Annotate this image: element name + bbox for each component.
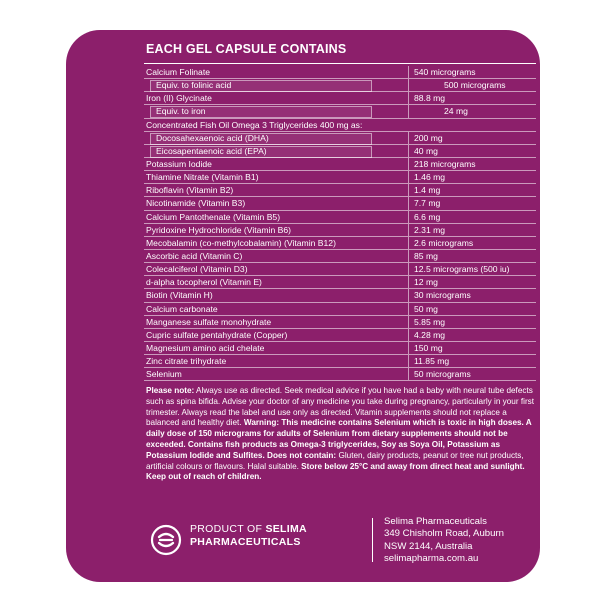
heading-divider <box>144 63 536 64</box>
ingredient-row <box>144 105 536 118</box>
address-line: 349 Chisholm Road, Auburn <box>384 528 504 540</box>
ingredient-amount: 150 mg <box>414 342 443 353</box>
ingredient-row <box>144 66 536 79</box>
column-divider <box>408 316 409 328</box>
ingredient-amount: 50 mg <box>414 303 438 314</box>
ingredient-amount: 85 mg <box>414 250 438 261</box>
ingredient-amount: 5.85 mg <box>414 316 446 327</box>
ingredient-row <box>144 250 536 263</box>
ingredient-name: Iron (II) Glycinate <box>146 93 212 104</box>
ingredient-row <box>144 145 536 158</box>
ingredients-heading: EACH GEL CAPSULE CONTAINS <box>146 42 347 56</box>
column-divider <box>408 224 409 236</box>
ingredient-name: Biotin (Vitamin H) <box>146 290 213 301</box>
product-label-panel <box>66 30 540 582</box>
footer-divider <box>372 518 373 562</box>
ingredient-amount: 50 micrograms <box>414 369 471 380</box>
ingredient-amount: 6.6 mg <box>414 211 441 222</box>
ingredient-amount: 30 micrograms <box>414 290 471 301</box>
does-not-contain-label: Does not contain: <box>264 450 337 460</box>
ingredient-amount: 88.8 mg <box>414 93 446 104</box>
storage-text: Store below 25°C and away from direct heat and sunlight. Keep out of reach of children. <box>146 461 525 482</box>
column-divider <box>408 158 409 170</box>
company-address <box>384 516 504 565</box>
ingredient-row <box>144 224 536 237</box>
ingredient-name: Nicotinamide (Vitamin B3) <box>146 198 246 209</box>
ingredient-row <box>144 342 536 355</box>
column-divider <box>408 237 409 249</box>
column-divider <box>408 79 409 91</box>
column-divider <box>408 171 409 183</box>
label-footer <box>144 512 544 572</box>
column-divider <box>408 355 409 367</box>
ingredient-row <box>144 211 536 224</box>
ingredient-name: Cupric sulfate pentahydrate (Copper) <box>146 329 288 340</box>
ingredient-name: Pyridoxine Hydrochloride (Vitamin B6) <box>146 224 292 235</box>
ingredient-name: Mecobalamin (co-methylcobalamin) (Vitamin B12) <box>146 237 336 248</box>
ingredient-amount: 540 micrograms <box>414 67 476 77</box>
ingredient-amount: 11.85 mg <box>414 356 450 367</box>
ingredient-row <box>144 132 536 145</box>
ingredient-amount: 12.5 micrograms (500 iu) <box>414 264 510 275</box>
ingredients-table <box>144 66 536 381</box>
ingredient-row <box>144 237 536 250</box>
column-divider <box>408 368 409 380</box>
column-divider <box>408 92 409 104</box>
column-divider <box>408 303 409 315</box>
ingredient-amount: 1.46 mg <box>414 172 446 183</box>
column-divider <box>408 211 409 223</box>
ingredient-amount: 500 micrograms <box>444 80 506 91</box>
ingredient-name: Potassium Iodide <box>146 158 212 169</box>
ingredient-name: Calcium Folinate <box>146 67 210 77</box>
ingredient-name: Docosahexaenoic acid (DHA) <box>156 132 269 143</box>
ingredient-name: Calcium carbonate <box>146 303 218 314</box>
ingredient-row <box>144 316 536 329</box>
ingredient-amount: 2.31 mg <box>414 224 446 235</box>
selima-logo-icon <box>146 520 186 560</box>
ingredient-name: Magnesium amino acid chelate <box>146 342 265 353</box>
ingredient-name: Riboflavin (Vitamin B2) <box>146 185 234 196</box>
ingredient-name: Equiv. to iron <box>156 106 206 117</box>
column-divider <box>408 329 409 341</box>
ingredient-amount: 40 mg <box>414 145 438 156</box>
product-of-text: PRODUCT OF <box>190 523 266 535</box>
ingredient-amount: 1.4 mg <box>414 185 441 196</box>
column-divider <box>408 145 409 157</box>
column-divider <box>408 276 409 288</box>
ingredient-name: Manganese sulfate monohydrate <box>146 316 272 327</box>
ingredient-row <box>144 197 536 210</box>
ingredient-row <box>144 158 536 171</box>
ingredient-name: Selenium <box>146 369 182 380</box>
does-not-contain-text: Gluten, dairy products, peanut or tree nut products, artificial colours or flavours. Halal suitable. <box>146 450 524 471</box>
ingredient-row <box>144 368 536 381</box>
ingredient-name: Concentrated Fish Oil Omega 3 Triglycerides 400 mg as: <box>146 119 363 130</box>
ingredient-amount: 12 mg <box>414 277 438 288</box>
website-link[interactable]: selimapharma.com.au <box>384 552 479 564</box>
ingredient-row <box>144 184 536 197</box>
ingredient-row <box>144 92 536 105</box>
ingredient-row <box>144 289 536 302</box>
brand-name-second: PHARMACEUTICALS <box>190 535 301 548</box>
column-divider <box>408 66 409 78</box>
column-divider <box>408 197 409 209</box>
ingredient-row <box>144 119 536 132</box>
ingredient-name: Eicosapentaenoic acid (EPA) <box>156 145 267 156</box>
please-note-text: Always use as directed. Seek medical advice if you have had a baby with neural tube defects such as spina bifida. Advise your doctor of any medicine you take during pregnancy, particularly in your first trimester. Always read the label and use only as directed. Vitamin supplements should not replace a balanced and healthy diet. <box>146 386 535 428</box>
warning-text: Warning: This medicine contains Selenium which is toxic in high doses. A daily dose of 150 micrograms for adults of Selenium from dietary supplements should not be exceeded. Contains fish products as Omega-3 triglycerides, Soy as Soya Oil, Potassium as Potassium Iodide and Sulfites. <box>146 418 532 460</box>
ingredient-name: Ascorbic acid (Vitamin C) <box>146 250 243 261</box>
ingredient-name: Thiamine Nitrate (Vitamin B1) <box>146 172 259 183</box>
address-line: NSW 2144, Australia <box>384 540 473 552</box>
column-divider <box>408 250 409 262</box>
address-line: Selima Pharmaceuticals <box>384 516 487 527</box>
ingredient-row <box>144 355 536 368</box>
column-divider <box>408 184 409 196</box>
ingredient-amount: 7.7 mg <box>414 198 441 209</box>
ingredient-row <box>144 303 536 316</box>
ingredient-row <box>144 79 536 92</box>
ingredient-row <box>144 329 536 342</box>
ingredient-name: Colecalciferol (Vitamin D3) <box>146 264 248 275</box>
column-divider <box>408 263 409 275</box>
ingredient-amount: 200 mg <box>414 132 443 143</box>
ingredient-row <box>144 276 536 289</box>
ingredient-row <box>144 263 536 276</box>
brand-name-first: SELIMA <box>265 523 307 535</box>
ingredient-name: d-alpha tocopherol (Vitamin E) <box>146 277 262 288</box>
ingredient-amount: 4.28 mg <box>414 329 446 340</box>
label-notes <box>146 386 536 483</box>
ingredient-name: Zinc citrate trihydrate <box>146 356 227 367</box>
column-divider <box>408 289 409 301</box>
please-note-label: Please note: <box>146 386 195 395</box>
column-divider <box>408 105 409 117</box>
ingredient-name: Calcium Pantothenate (Vitamin B5) <box>146 211 281 222</box>
ingredient-amount: 24 mg <box>444 106 468 117</box>
brand-text <box>190 523 307 548</box>
column-divider <box>408 132 409 144</box>
ingredient-amount: 218 micrograms <box>414 158 476 169</box>
ingredient-row <box>144 171 536 184</box>
column-divider <box>408 342 409 354</box>
ingredient-name: Equiv. to folinic acid <box>156 80 232 91</box>
ingredient-amount: 2.6 micrograms <box>414 237 474 248</box>
